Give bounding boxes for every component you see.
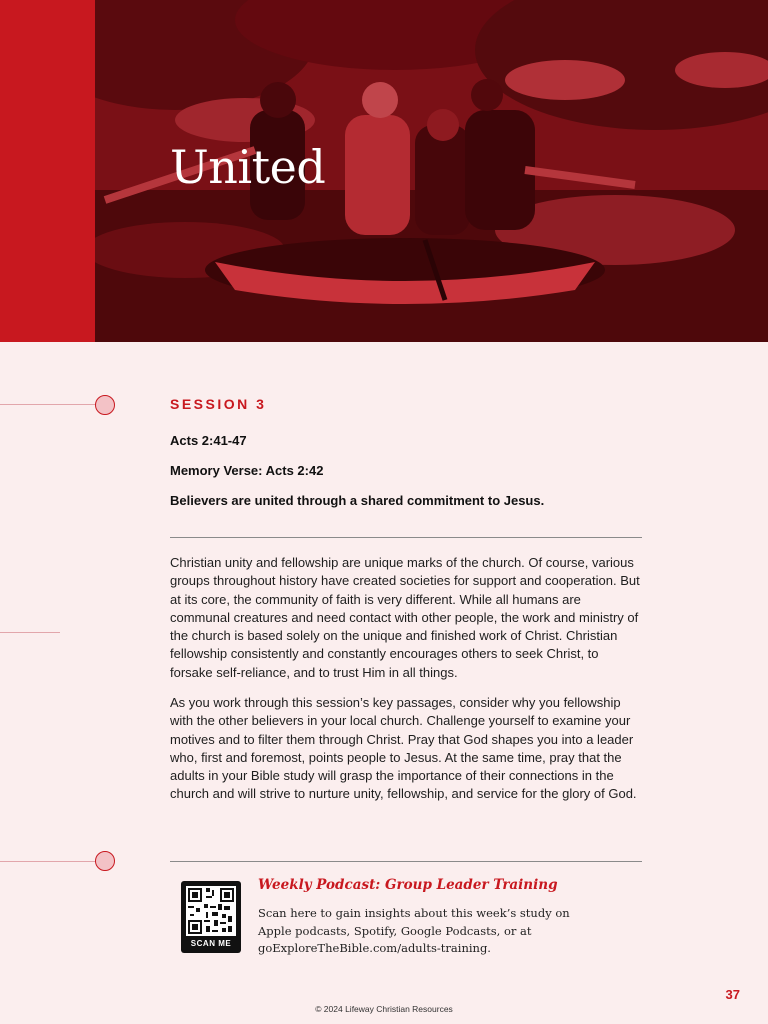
decorative-line [0, 861, 96, 862]
decorative-line [0, 404, 96, 405]
podcast-title: Weekly Podcast: Group Leader Training [258, 877, 558, 893]
divider [170, 537, 642, 538]
session-summary: Believers are united through a shared commitment to Jesus. [170, 493, 545, 508]
body-paragraph: As you work through this session’s key passages, consider why you fellowship with the other believers in your local church. Challenge yourself to examine your motives and to filter them through Christ. Pray that God shapes you into a leader who, first and foremost, points people to Jesus. At the same time, pray that the adults in your Bible study will grasp the importance of their connections in the church and will strive to nurture unity, fellowship, and service for the glory of God. [170, 695, 637, 802]
scripture-reference: Acts 2:41-47 [170, 433, 247, 448]
body-paragraph: Christian unity and fellowship are unique marks of the church. Of course, various groups throughout history have created societies for support and cooperation. But at its core, the community of faith is very different. While all humans are communal creatures and need contact with other people, the work and ministry of the church is based solely on the unique and finished work of Christ. Christian fellowship consistently and constantly encourages others to seek Christ, to forsake self-reliance, and to trust Him in all things. [170, 555, 640, 680]
decorative-line [0, 632, 60, 633]
session-label: SESSION 3 [170, 396, 267, 412]
decorative-circle [95, 851, 115, 871]
page-number: 37 [725, 987, 740, 1002]
memory-verse: Memory Verse: Acts 2:42 [170, 463, 324, 478]
qr-code-badge[interactable] [181, 881, 241, 953]
qr-code-icon [186, 886, 236, 936]
copyright-footer: © 2024 Lifeway Christian Resources [315, 1004, 453, 1014]
hero-banner [0, 0, 768, 342]
page-title: United [170, 140, 326, 194]
qr-scan-label: SCAN ME [190, 939, 232, 948]
podcast-description: Scan here to gain insights about this week’s study on Apple podcasts, Spotify, Google Podcasts, or at goExploreTheBible.com/adults-training. [258, 906, 570, 955]
decorative-circle [95, 395, 115, 415]
divider [170, 861, 642, 862]
hero-accent-strip [0, 0, 95, 342]
